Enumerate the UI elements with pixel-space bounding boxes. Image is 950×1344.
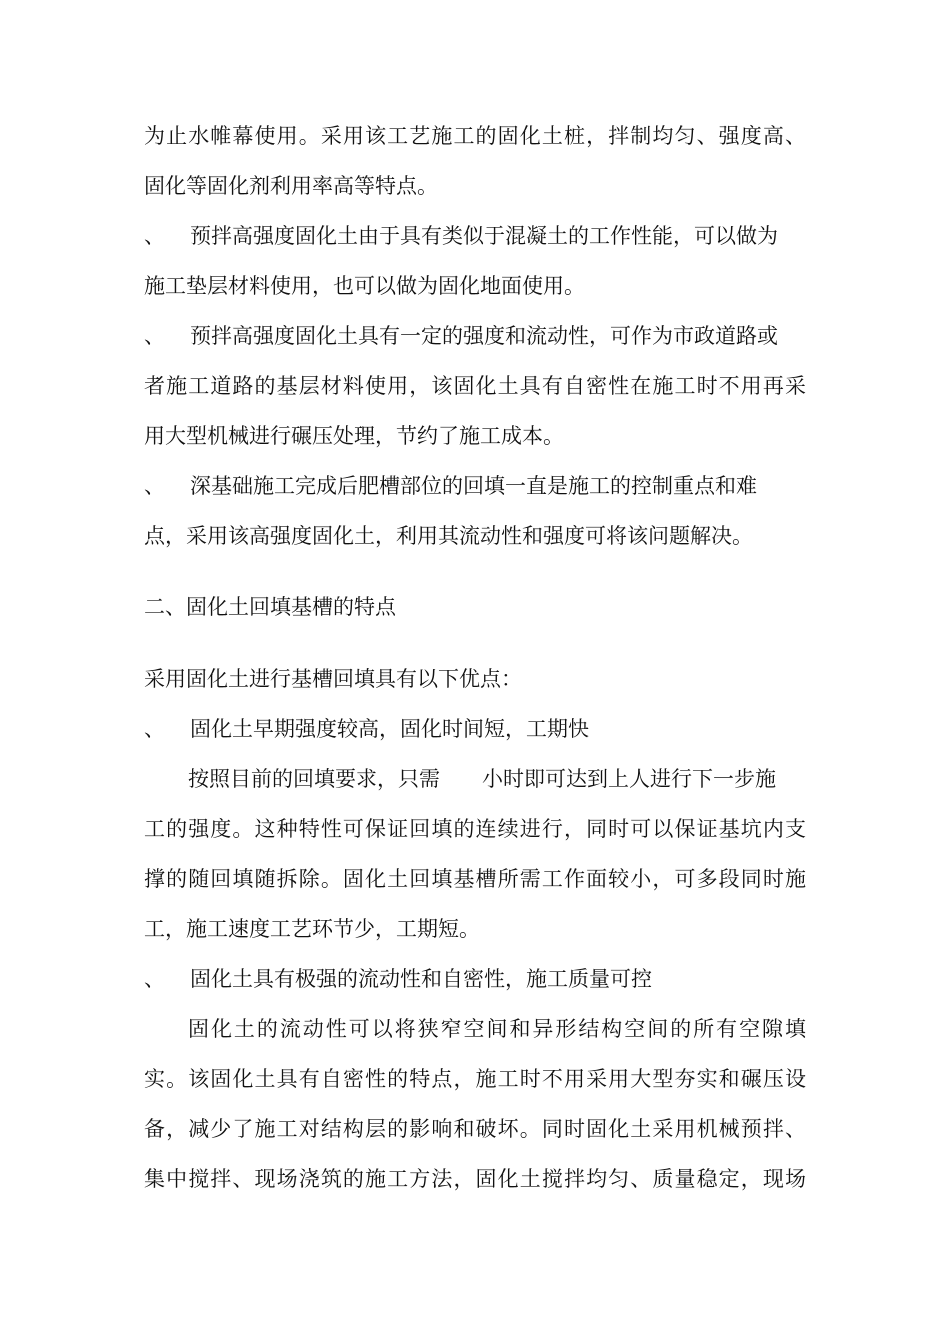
list-item-text: 预拌高强度固化土由于具有类似于混凝土的工作性能，可以做为 [190,224,778,248]
text-segment: 按照目前的回填要求，只需 [188,767,440,791]
list-item-text: 固化土早期强度较高，固化时间短，工期快 [190,717,589,741]
paragraph-line: 点，采用该高强度固化土，利用其流动性和强度可将该问题解决。 [144,524,753,548]
paragraph-line: 撑的随回填随拆除。固化土回填基槽所需工作面较小，可多段同时施 [144,867,806,891]
list-item-text: 深基础施工完成后肥槽部位的回填一直是施工的控制重点和难 [190,474,757,498]
paragraph-line [188,764,776,794]
list-item-text: 预拌高强度固化土具有一定的强度和流动性，可作为市政道路或 [190,324,778,348]
paragraph-line: 工，施工速度工艺环节少，工期短。 [144,917,480,941]
paragraph-line: 固化土的流动性可以将狭窄空间和异形结构空间的所有空隙填 [188,1017,806,1041]
paragraph-line: 施工垫层材料使用，也可以做为固化地面使用。 [144,274,585,298]
paragraph-line: 用大型机械进行碾压处理，节约了施工成本。 [144,424,564,448]
list-item-line [144,321,778,351]
list-marker: 、 [144,967,165,991]
list-marker: 、 [144,224,165,248]
paragraph-line: 工的强度。这种特性可保证回填的连续进行，同时可以保证基坑内支 [144,817,806,841]
paragraph-line: 者施工道路的基层材料使用，该固化土具有自密性在施工时不用再采 [144,374,806,398]
list-item-line [144,471,757,501]
list-item-line [144,964,652,994]
list-marker: 、 [144,474,165,498]
paragraph-line: 为止水帷幕使用。采用该工艺施工的固化土桩，拌制均匀、强度高、 [144,124,806,148]
paragraph-line: 备，减少了施工对结构层的影响和破坏。同时固化土采用机械预拌、 [144,1117,806,1141]
list-item-text: 固化土具有极强的流动性和自密性，施工质量可控 [190,967,652,991]
paragraph-line: 固化等固化剂利用率高等特点。 [144,174,438,198]
list-item-line [144,714,589,744]
paragraph-line: 集中搅拌、现场浇筑的施工方法，固化土搅拌均匀、质量稳定，现场 [144,1167,806,1191]
text-segment: 小时即可达到上人进行下一步施 [482,767,776,791]
section-heading: 二、固化土回填基槽的特点 [144,595,396,619]
list-marker: 、 [144,717,165,741]
list-marker: 、 [144,324,165,348]
list-item-line [144,221,778,251]
paragraph-line: 实。该固化土具有自密性的特点，施工时不用采用大型夯实和碾压设 [144,1067,806,1091]
paragraph-line: 采用固化土进行基槽回填具有以下优点： [144,667,522,691]
